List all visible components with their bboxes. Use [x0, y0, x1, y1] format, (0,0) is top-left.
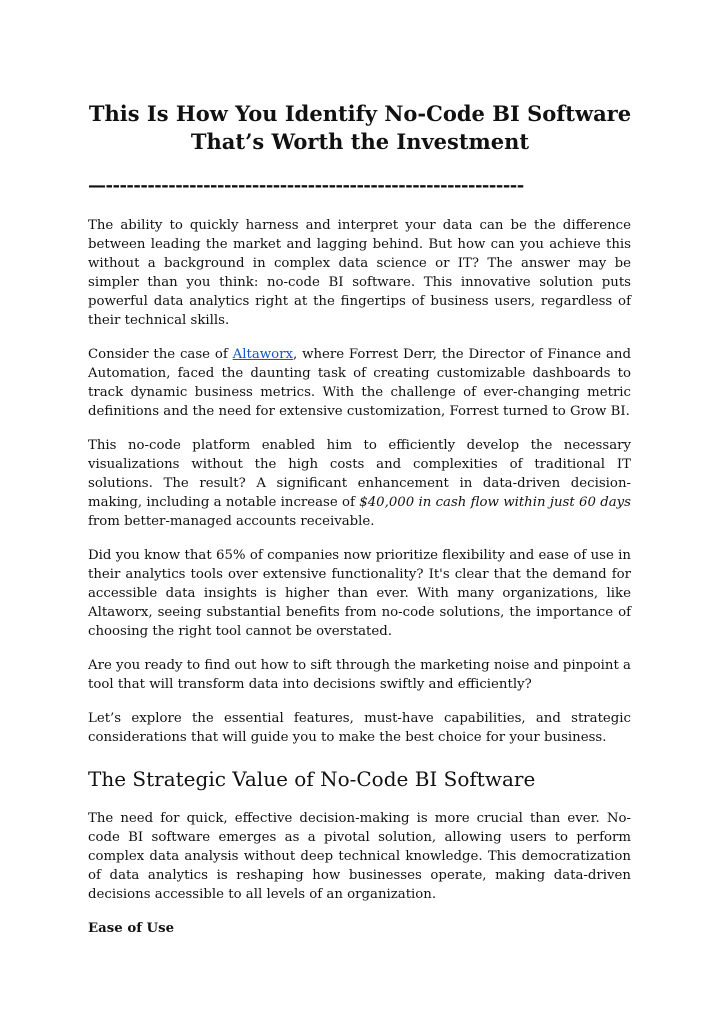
question-paragraph: Are you ready to find out how to sift through the marketing noise and pinpoint a tool that will transform data into decisions swiftly and efficiently?: [88, 658, 631, 692]
title-line-2: That’s Worth the Investment: [190, 129, 530, 154]
section-heading: The Strategic Value of No-Code BI Software: [88, 767, 536, 791]
paragraph-text: from better-managed accounts receivable.: [88, 514, 375, 529]
altaworx-link[interactable]: Altaworx: [232, 347, 294, 362]
paragraph-text: This no-code platform enabled him to efficiently develop the necessary visualizations without the high costs and complexities of traditional IT solutions. The result? A significant enhancement in data-driven decision-making, including a notable increase of: [88, 438, 631, 510]
intro-paragraph: The ability to quickly harness and interpret your data can be the difference between leading the market and lagging behind. But how can you achieve this without a background in complex data science or IT? The answer may be simpler than you think: no-code BI software. This innovative solution puts powerful data analytics right at the fingertips of business users, regardless of their technical skills.: [88, 218, 631, 328]
paragraph-text: , where Forrest Derr, the Director of Finance and Automation, faced the daunting task of creating customizable dashboards to track dynamic business metrics. With the challenge of ever-changing metric definitions and the need for extensive customization, Forrest turned to Grow BI.: [88, 347, 631, 419]
page-title: [60, 100, 660, 156]
result-paragraph: [88, 436, 631, 531]
title-line-1: This Is How You Identify No-Code BI Software: [88, 101, 632, 126]
paragraph-text: Consider the case of: [88, 347, 233, 362]
subsection-heading: Ease of Use: [88, 921, 175, 936]
emphasis-text: $40,000 in cash flow within just 60 days: [359, 495, 631, 510]
stats-paragraph: Did you know that 65% of companies now prioritize flexibility and ease of use in their analytics tools over extensive functionality? It's clear that the demand for accessible data insights is higher than ever. With many organizations, like Altaworx, seeing substantial benefits from no-code solutions, the importance of choosing the right tool cannot be overstated.: [88, 548, 631, 639]
divider-line: —------------------------------------------------------------: [88, 175, 524, 196]
explore-paragraph: Let’s explore the essential features, must-have capabilities, and strategic considerations that will guide you to make the best choice for your business.: [88, 711, 631, 745]
section-paragraph: The need for quick, effective decision-making is more crucial than ever. No-code BI software emerges as a pivotal solution, allowing users to perform complex data analysis without deep technical knowledge. This democratization of data analytics is reshaping how businesses operate, making data-driven decisions accessible to all levels of an organization.: [88, 811, 631, 902]
document-body: [88, 216, 631, 938]
altaworx-paragraph: [88, 345, 631, 421]
